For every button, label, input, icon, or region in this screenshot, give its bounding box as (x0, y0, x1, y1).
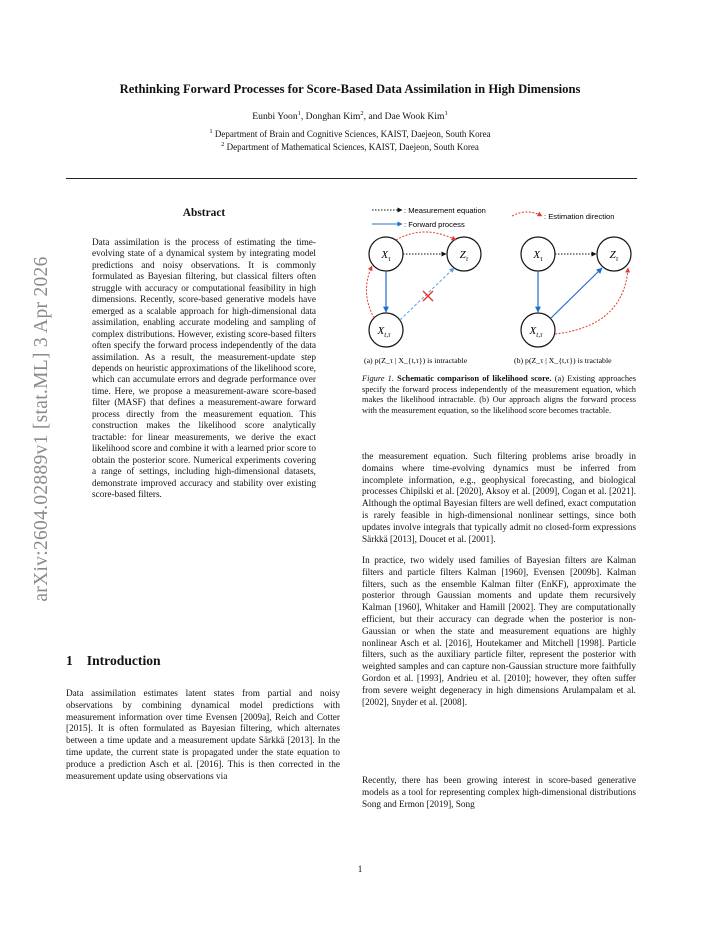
arxiv-id: arXiv:2604.02889v1 [stat.ML] 3 Apr 2026 (31, 256, 52, 602)
subcaption-a: (a) p(Z_τ | X_{t,τ}) is intractable (364, 356, 468, 365)
subcaption-b: (b) p(Z_τ | X_{t,τ}) is tractable (514, 356, 612, 365)
figure-legend (372, 206, 614, 229)
affiliation-2: $^2$ Department of Mathematical Sciences, KAIST, Daejeon, South Korea (221, 141, 479, 152)
section-heading (66, 653, 161, 669)
intro-paragraph-left: Data assimilation estimates latent states from partial and noisy observations by combining dynamical model predictions with measurement information over time Evensen [2009a], Reich and Cotter [2015]. It is often formulated as Bayesian filtering, which alternates between a time update and a measurement update Särkkä [2013]. In the time update, the current state is propagated under the state equation to produce a prediction Asch et al. [2016]. This is then corrected in the measurement update using observations via (66, 689, 340, 782)
node-x-ttau-a (369, 313, 403, 347)
cross-mark (423, 291, 433, 301)
forward-arrow-diag-b (551, 268, 602, 318)
caption-text: (a) Existing approaches specify the forward process independently of the measurement equation, which makes the likelihood intractable. (b) Our approach aligns the forward process with the measurement equation, so the likelihood score becomes tractable. (362, 374, 636, 415)
header-rule (66, 178, 637, 179)
author-line: Eunbi Yoon$^1$, Donghan Kim$^2$, and Dae Wook Kim$^1$ (252, 110, 448, 123)
figure-caption (362, 374, 636, 416)
svg-text:Zτ: $Z_\tau$ (609, 249, 619, 263)
estimation-arrow-left-a (366, 266, 374, 318)
arxiv-stamp (22, 214, 62, 644)
legend-estimation-label: : Estimation direction (544, 212, 615, 221)
section-title: Introduction (86, 653, 161, 668)
node-x-ttau-b (521, 313, 555, 347)
legend-measurement-label: : Measurement equation (404, 206, 486, 215)
paper-title: Rethinking Forward Processes for Score-Based Data Assimilation in High Dimensions (119, 82, 581, 96)
panel-a (366, 232, 481, 347)
author-1: Eunbi Yoon (252, 111, 298, 123)
right-paragraph-1: the measurement equation. Such filtering problems arise broadly in domains where time-evolving dynamics must be inferred from incomplete information, e.g., geophysical forecasting, and biological processes Chipilski et al. [2020], Aksoy et al. [2009], Cogan et al. [2021]. Although the optimal Bayesian filters are well defined, exact computation is rarely feasible in high-dimensional nonlinear settings, since both updates involve integrals that typically admit no closed-form expressions Särkkä [2013], Doucet et al. [2001]. (362, 452, 636, 545)
svg-text:Zτ: $Z_\tau$ (459, 249, 469, 263)
author-2: Donghan Kim (305, 111, 361, 123)
page-number: 1 (357, 864, 363, 875)
svg-text:Xτ: $X_\tau$ (381, 249, 391, 263)
legend-forward-label: : Forward process (404, 220, 465, 229)
caption-label: Figure 1. (362, 374, 394, 383)
right-paragraph-3: Recently, there has been growing interest in score-based generative models as a tool for representing complex high-dimensional distributions Song and Ermon [2019], Song (362, 776, 636, 810)
author-3: Dae Wook Kim (384, 111, 445, 123)
panel-b (521, 237, 631, 347)
caption-title: Schematic comparison of likelihood score. (397, 374, 552, 383)
legend-estimation-line (512, 212, 542, 216)
estimation-arrow-top-a (396, 232, 456, 240)
right-paragraph-2: In practice, two widely used families of Bayesian filters are Kalman filters and particle filters Kalman [1960], Evensen [2009b]. Kalman filters, such as the ensemble Kalman filter (EnKF), approximate the posterior through Gaussian moments and update them recursively Kalman [1960], Whitaker and Hamill [2002]. They are computationally efficient, but their accuracy can degrade when the posterior is non-Gaussian or when the state and measurement equations are highly nonlinear Asch et al. [2016], Houtekamer and Mitchell [1998]. Particle filters, such as the auxiliary particle filter, represent the posterior with weighted samples and can capture non-Gaussian structure more faithfully Gordon et al. [1993], Andrieu et al. [2010]; however, they often suffer from severe weight degeneracy in high dimensions Arulampalam et al. [2002], Snyder et al. [2008]. (362, 556, 636, 708)
svg-text:Xt,τ: $X_{t,\tau}$ (529, 325, 543, 339)
abstract-heading: Abstract (182, 207, 226, 219)
figure-1 (362, 202, 642, 370)
svg-text:Xτ: $X_\tau$ (533, 249, 543, 263)
dashed-likelihood-arrow-a (400, 268, 454, 320)
affiliation-1: $^1$ Department of Brain and Cognitive Sciences, KAIST, Daejeon, South Korea (209, 128, 491, 139)
svg-text:Xt,τ: $X_{t,\tau}$ (377, 325, 391, 339)
abstract-body: Data assimilation is the process of estimating the time-evolving state of a dynamical system by integrating model predictions and noisy observations. It is commonly formulated as Bayesian filtering, but classical filters often struggle with accuracy or computational feasibility in high dimensions. Recently, score-based generative models have emerged as a scalable approach for high-dimensional data assimilation, enabling accurate modeling and sampling of complex distributions. However, existing score-based filters often specify the forward process independently of the data assimilation. As a result, the measurement-update step depends on heuristic approximations of the likelihood score, which can accumulate errors and degrade performance over time. Here, we propose a measurement-aware score-based filter (MASF) that defines a measurement-aware forward process directly from the measurement equation. This construction makes the likelihood score analytically tractable: for linear measurements, we derive the exact likelihood score and combine it with a learned prior score to obtain the posterior score. Numerical experiments covering a range of settings, including high-dimensional datasets, demonstrate improved accuracy and stability over existing score-based filters. (92, 238, 316, 500)
section-number: 1 (66, 653, 73, 668)
